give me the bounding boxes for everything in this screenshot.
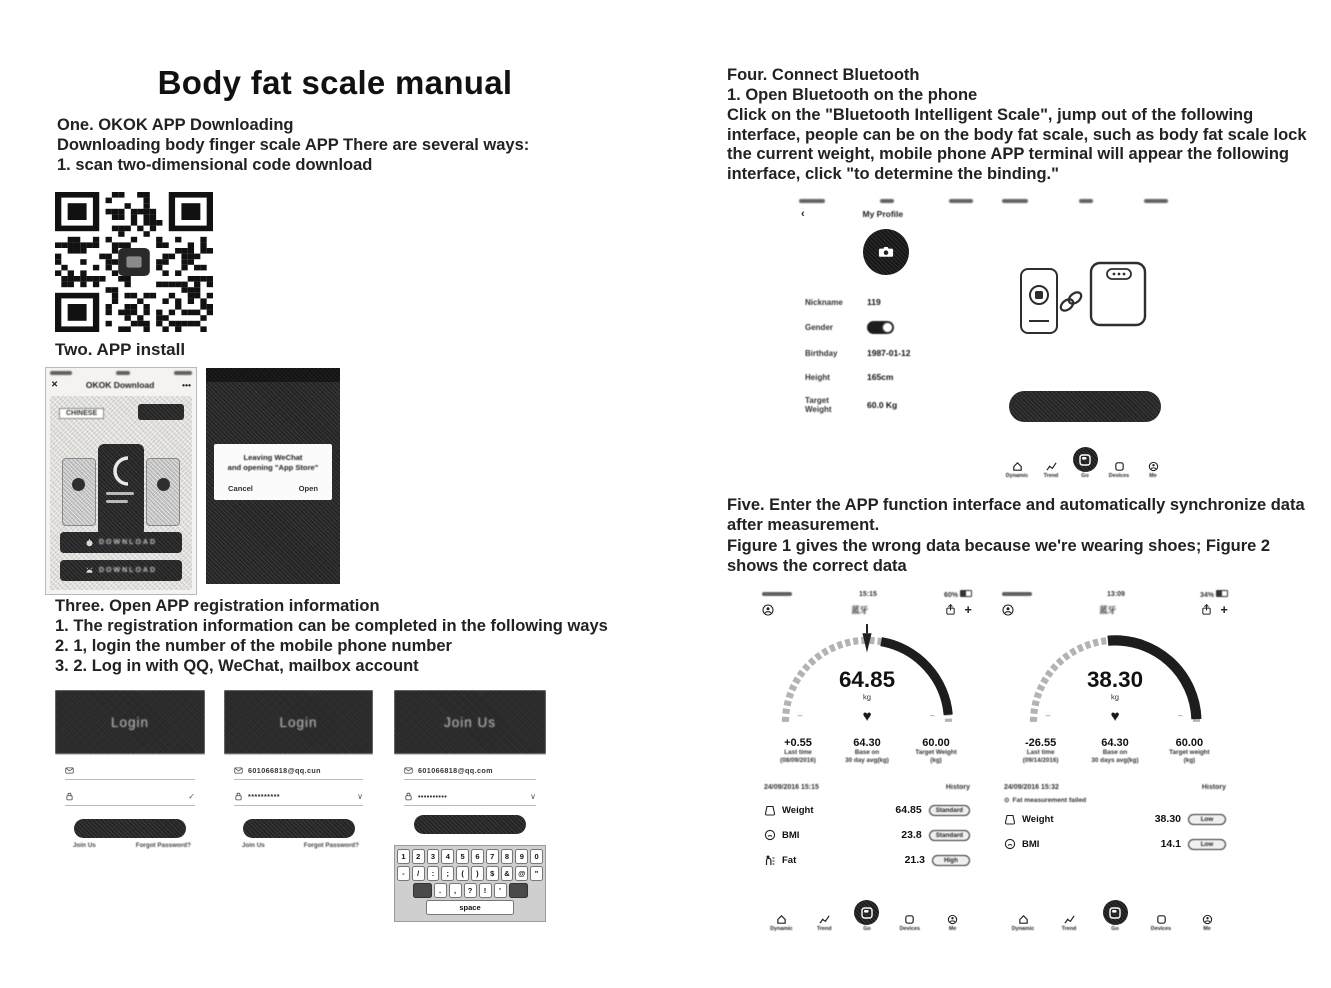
section-four-heading: Four. Connect Bluetooth [727, 66, 920, 84]
status-bar [46, 368, 196, 377]
key-@[interactable]: @ [515, 866, 528, 881]
key-1[interactable]: 1 [397, 849, 410, 864]
email-field[interactable]: 601066818@qq.com [404, 764, 536, 780]
status-badge: High [932, 855, 970, 866]
nav-devices[interactable]: Devices [1138, 914, 1184, 932]
bottom-nav [998, 906, 1232, 935]
status-badge: Standard [929, 805, 970, 816]
history-link[interactable]: History [1201, 784, 1226, 791]
key-.[interactable]: . [434, 883, 447, 898]
stat-last-time: -26.55 Last time (09/14/2016) [1022, 737, 1059, 764]
heart-icon: ♥ [862, 707, 872, 725]
password-field[interactable] [65, 790, 195, 806]
android-icon [85, 566, 94, 575]
weight-unit: kg [1110, 692, 1120, 702]
key-,[interactable]: , [449, 883, 462, 898]
email-field[interactable]: 601066818@qq.cun [234, 764, 363, 780]
bmi-icon [1004, 838, 1016, 850]
ios-download-button[interactable]: DOWNLOAD [60, 532, 182, 553]
go-scale-icon [1103, 900, 1128, 925]
forgot-password-link[interactable]: Forgot Password? [135, 842, 191, 849]
key-([interactable]: ( [456, 866, 469, 881]
section-five-line2: Figure 1 gives the wrong data because we're wearing shoes; Figure 2 shows the correct data [727, 537, 1271, 575]
nav-go[interactable]: Go [1068, 455, 1102, 479]
join-us-header: Join Us [394, 690, 546, 754]
profile-field-target-weight[interactable]: Target Weight 60.0 Kg [805, 396, 898, 414]
section-three-heading: Three. Open APP registration information [55, 597, 380, 615]
key-![interactable]: ! [479, 883, 492, 898]
section-three-line1: 1. The registration information can be completed in the following ways [55, 617, 608, 635]
section-one-line2: Downloading body finger scale APP There are several ways: [57, 136, 530, 154]
join-us-link[interactable]: Join Us [242, 842, 265, 849]
stat-last-time: +0.55 Last time (08/09/2016) [780, 737, 816, 764]
nav-me[interactable]: Me [1136, 461, 1170, 479]
profile-field-height[interactable]: Height 165cm [805, 372, 894, 382]
key-"[interactable]: " [530, 866, 543, 881]
stat-target: 60.00 Target weight (kg) [1169, 737, 1210, 764]
bottom-nav [758, 906, 976, 935]
key-'[interactable]: ' [494, 883, 507, 898]
stat-average: 64.30 Base on 30 day avg(kg) [845, 737, 889, 764]
weight-value: 64.85 [838, 667, 896, 693]
status-badge: Low [1188, 839, 1226, 850]
devices-icon [1156, 914, 1167, 925]
key-6[interactable]: 6 [471, 849, 484, 864]
status-time: 15:15 [859, 591, 877, 598]
section-four-line1: 1. Open Bluetooth on the phone [727, 86, 978, 104]
devices-icon [1114, 461, 1125, 472]
battery-icon [1216, 590, 1228, 597]
lock-icon [65, 792, 74, 801]
profile-screenshot [795, 196, 977, 482]
password-field[interactable]: ********** ∨ [234, 790, 363, 806]
share-icon[interactable] [1201, 604, 1212, 615]
nav-devices[interactable]: Devices [888, 914, 931, 932]
weight-value: 38.30 [1086, 667, 1144, 693]
space-key[interactable]: space [426, 900, 514, 915]
section-three-line3: 3. 2. Log in with QQ, WeChat, mailbox account [55, 657, 419, 675]
cancel-button[interactable]: Cancel [228, 484, 253, 493]
key--[interactable]: - [397, 866, 410, 881]
key-9[interactable]: 9 [515, 849, 528, 864]
heart-icon: ♥ [1110, 707, 1120, 725]
login-header: Login [224, 690, 373, 754]
back-icon[interactable]: ‹ [801, 208, 805, 220]
fat-measurement-failed-note: ⊙ Fat measurement failed [1004, 796, 1087, 804]
fat-icon [764, 854, 776, 866]
section-three-line2: 2. 1, login the number of the mobile phone number [55, 637, 452, 655]
gender-toggle[interactable] [867, 321, 894, 334]
phone-scale-pairing-illustration [1015, 259, 1155, 343]
me-icon [947, 914, 958, 925]
key-:[interactable]: : [427, 866, 440, 881]
chevron-down-icon[interactable]: ∨ [357, 791, 363, 801]
lock-icon [404, 792, 413, 801]
go-scale-icon [854, 900, 879, 925]
status-bar [998, 588, 1232, 599]
trend-icon [1064, 914, 1075, 925]
status-badge: Low [1188, 814, 1226, 825]
page-title: Body fat scale manual [157, 64, 513, 101]
profile-icon[interactable] [762, 604, 774, 616]
more-icon[interactable]: ••• [182, 379, 191, 390]
section-one-line3: 1. scan two-dimensional code download [57, 156, 373, 174]
download-screen-title: OKOK Download [85, 379, 155, 390]
weight-gauge [1013, 620, 1217, 733]
chinese-button[interactable]: CHINESE [59, 408, 104, 419]
nav-trend[interactable]: Trend [1034, 461, 1068, 479]
nav-dynamic[interactable]: Dynamic [760, 914, 803, 932]
scale-photo [1009, 391, 1161, 422]
bluetooth-title: 蓝牙 [851, 604, 869, 615]
nav-trend[interactable]: Trend [803, 914, 846, 932]
wechat-dialog-screenshot [206, 368, 340, 584]
devices-icon [904, 914, 915, 925]
info-icon: ⊙ [1004, 797, 1010, 804]
home-icon [1018, 914, 1029, 925]
dialog-line2: and opening "App Store" [227, 463, 319, 472]
go-scale-icon [1073, 447, 1098, 472]
history-link[interactable]: History [945, 784, 970, 791]
nav-go[interactable]: Go [846, 908, 889, 932]
key-0[interactable]: 0 [530, 849, 543, 864]
status-battery: 60% [943, 592, 958, 599]
weight-unit: kg [862, 692, 872, 702]
key-2[interactable]: 2 [412, 849, 425, 864]
key-/[interactable]: / [412, 866, 425, 881]
nav-me[interactable]: Me [931, 914, 974, 932]
battery-icon [960, 590, 972, 597]
weight-icon [1004, 813, 1016, 825]
stat-target: 60.00 Target Weight (kg) [915, 737, 957, 764]
modifier-key[interactable] [413, 883, 432, 898]
login-header: Login [55, 690, 205, 754]
nav-me[interactable]: Me [1184, 914, 1230, 932]
add-icon[interactable]: + [964, 602, 972, 617]
mail-icon [65, 766, 74, 775]
profile-field-birthday[interactable]: Birthday 1987-01-12 [805, 348, 911, 358]
login-screenshot-2 [224, 690, 373, 868]
key-3[interactable]: 3 [427, 849, 440, 864]
status-bar [758, 588, 976, 599]
numeric-keyboard [394, 845, 546, 922]
chevron-down-icon[interactable]: ∨ [530, 791, 536, 801]
status-battery: 34% [1199, 592, 1214, 599]
bmi-icon [764, 829, 776, 841]
home-icon [1012, 461, 1023, 472]
metric-row-bmi[interactable]: BMI 14.1 Low [998, 838, 1232, 850]
mail-icon [234, 766, 243, 775]
login-button[interactable] [74, 819, 186, 838]
apple-icon [85, 538, 94, 547]
weight-icon [764, 804, 776, 816]
profile-field-gender[interactable]: Gender [805, 321, 977, 334]
figure-1-app-screenshot [758, 588, 976, 935]
metric-row-weight[interactable]: Weight 38.30 Low [998, 813, 1232, 825]
lock-icon [234, 792, 243, 801]
nav-trend[interactable]: Trend [1046, 914, 1092, 932]
record-date: 24/09/2016 15:32 [1004, 784, 1059, 791]
close-icon[interactable]: ✕ [51, 379, 59, 389]
me-icon [1148, 461, 1159, 472]
section-two-heading: Two. APP install [55, 340, 186, 359]
nav-dynamic[interactable]: Dynamic [1000, 461, 1034, 479]
svg-text:–: – [1045, 710, 1051, 720]
key-4[interactable]: 4 [441, 849, 454, 864]
metric-row-fat[interactable]: Fat 21.3 High [758, 854, 976, 866]
status-bar [795, 196, 977, 205]
bluetooth-title: 蓝牙 [1099, 604, 1117, 615]
check-icon: ✓ [188, 791, 195, 801]
home-icon [776, 914, 787, 925]
join-us-link[interactable]: Join Us [73, 842, 96, 849]
modifier-key[interactable] [509, 883, 528, 898]
svg-text:–: – [930, 710, 935, 720]
svg-text:–: – [797, 710, 803, 720]
status-badge: Standard [929, 830, 970, 841]
forgot-password-link[interactable]: Forgot Password? [303, 842, 359, 849]
record-date: 24/09/2016 15:15 [764, 784, 819, 791]
join-us-button[interactable] [414, 815, 526, 834]
download-screenshot [45, 367, 197, 595]
trend-icon [819, 914, 830, 925]
section-five-line1: Five. Enter the APP function interface and automatically synchronize data after measurement. [727, 496, 1305, 534]
banner-blob [138, 404, 184, 420]
link-icon [1059, 290, 1084, 313]
metric-row-bmi[interactable]: BMI 23.8 Standard [758, 829, 976, 841]
svg-text:–: – [1178, 710, 1183, 720]
nav-go[interactable]: Go [1092, 908, 1138, 932]
pairing-screenshot [998, 196, 1172, 482]
status-time: 13:09 [1107, 591, 1125, 598]
leave-wechat-dialog [214, 444, 332, 500]
camera-icon [878, 246, 894, 258]
me-icon [1202, 914, 1213, 925]
key-5[interactable]: 5 [456, 849, 469, 864]
section-four-para: Click on the "Bluetooth Intelligent Scale", jump out of the following interface, people can be on the body fat scale, such as body fat scale lock the current weight, mobile phone APP terminal will appear the following interface, click "to determine the binding." [727, 106, 1307, 183]
android-download-button[interactable]: DOWNLOAD [60, 560, 182, 581]
share-icon[interactable] [945, 604, 956, 615]
key-7[interactable]: 7 [486, 849, 499, 864]
password-field[interactable]: •••••••••• ∨ [404, 790, 536, 806]
dialog-line1: Leaving WeChat [243, 453, 303, 462]
key-&[interactable]: & [501, 866, 514, 881]
key-;[interactable]: ; [441, 866, 454, 881]
profile-title: My Profile [862, 209, 904, 219]
okok-logo-crescent [106, 454, 136, 488]
metric-row-weight[interactable]: Weight 64.85 Standard [758, 804, 976, 816]
email-field[interactable] [65, 764, 195, 780]
key-)[interactable]: ) [471, 866, 484, 881]
section-one-heading: One. OKOK APP Downloading [57, 116, 294, 134]
add-icon[interactable]: + [1220, 602, 1228, 617]
status-bar [998, 196, 1172, 205]
qr-code [55, 192, 213, 332]
bottom-nav [998, 453, 1172, 482]
login-button[interactable] [243, 819, 355, 838]
open-button[interactable]: Open [298, 484, 318, 493]
profile-icon[interactable] [1002, 604, 1014, 616]
figure-2-app-screenshot [998, 588, 1232, 935]
profile-field-nickname[interactable]: Nickname 119 [805, 297, 881, 307]
key-$[interactable]: $ [486, 866, 499, 881]
avatar[interactable] [863, 229, 909, 275]
trend-icon [1046, 461, 1057, 472]
stat-average: 64.30 Base on 30 days avg(kg) [1091, 737, 1139, 764]
login-screenshot-1 [55, 690, 205, 868]
nav-devices[interactable]: Devices [1102, 461, 1136, 479]
key-8[interactable]: 8 [501, 849, 514, 864]
key-?[interactable]: ? [464, 883, 477, 898]
mail-icon [404, 766, 413, 775]
weight-gauge [765, 620, 969, 733]
nav-dynamic[interactable]: Dynamic [1000, 914, 1046, 932]
join-us-screenshot [394, 690, 546, 922]
